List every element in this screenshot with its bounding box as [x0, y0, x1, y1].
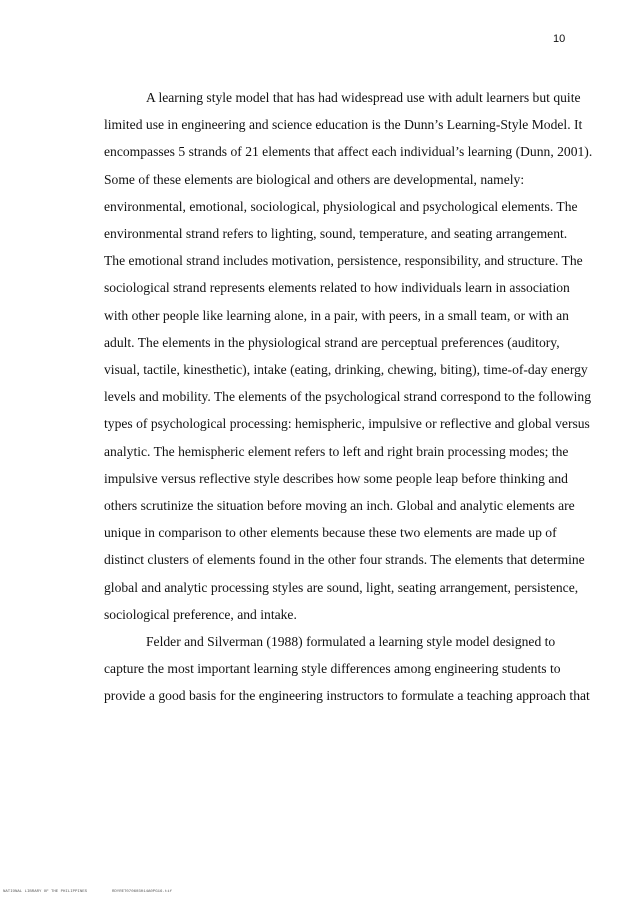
paragraph [104, 628, 590, 710]
text-line: environmental strand refers to lighting, sound, temperature, and seating arrangement. [104, 226, 568, 242]
text-line: levels and mobility. The elements of the psychological strand correspond to the following [104, 389, 591, 405]
text-line: encompasses 5 strands of 21 elements that affect each individual’s learning (Dunn, 2001). [104, 144, 593, 160]
text-line: impulsive versus reflective style describes how some people leap before thinking and [104, 470, 568, 486]
text-line: visual, tactile, kinesthetic), intake (eating, drinking, chewing, biting), time-of-day energy [104, 362, 588, 378]
text-line: unique in comparison to other elements because these two elements are made up of [104, 525, 557, 541]
text-line: types of psychological processing: hemispheric, impulsive or reflective and global versus [104, 416, 590, 432]
text-line: A learning style model that has had widespread use with adult learners but quite [146, 90, 581, 105]
text-line: The emotional strand includes motivation, persistence, responsibility, and structure. The [104, 253, 583, 269]
text-line: analytic. The hemispheric element refers to left and right brain processing modes; the [104, 443, 569, 459]
page-number: 10 [553, 33, 566, 45]
text-line: distinct clusters of elements found in the other four strands. The elements that determine [104, 552, 585, 568]
text-line: Felder and Silverman (1988) formulated a learning style model designed to [146, 634, 556, 650]
footer-file-id: RDYRET070603014A0PG16.tif [112, 890, 173, 894]
text-line: provide a good basis for the engineering instructors to formulate a teaching approach that [104, 688, 590, 704]
text-line: adult. The elements in the physiological strand are perceptual preferences (auditory, [104, 334, 560, 350]
paragraph [104, 84, 593, 628]
text-line: environmental, emotional, sociological, physiological and psychological elements. The [104, 198, 578, 214]
text-line: limited use in engineering and science education is the Dunn’s Learning-Style Model. It [104, 117, 583, 133]
text-line: others scrutinize the situation before moving an inch. Global and analytic elements are [104, 498, 575, 514]
text-line: capture the most important learning style differences among engineering students to [104, 661, 561, 677]
text-line: Some of these elements are biological and others are developmental, namely: [104, 171, 525, 187]
text-line: sociological preference, and intake. [104, 606, 297, 622]
text-line: global and analytic processing styles are sound, light, seating arrangement, persistence, [104, 579, 579, 595]
text-line: with other people like learning alone, in a pair, with peers, in a small team, or with an [104, 307, 569, 323]
body-text [104, 84, 593, 710]
footer-library-stamp: NATIONAL LIBRARY OF THE PHILIPPINES [3, 890, 88, 894]
text-line: sociological strand represents elements related to how individuals learn in association [104, 280, 570, 296]
